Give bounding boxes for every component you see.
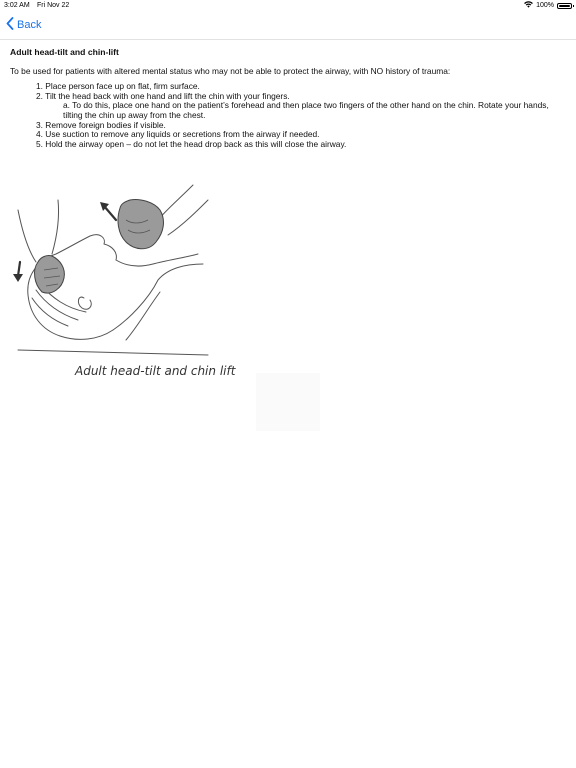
list-item: 2. Tilt the head back with one hand and lift the chin with your fingers. [36,90,290,101]
list-item: 4. Use suction to remove any liquids or secretions from the airway if needed. [36,129,320,140]
article-title: Adult head-tilt and chin-lift [10,47,119,57]
battery-icon [557,3,572,9]
status-date: Fri Nov 22 [37,2,70,9]
navigation-bar [0,12,576,40]
list-item: 5. Hold the airway open – do not let the head drop back as this will close the airway. [36,138,347,149]
article-content [10,48,556,149]
figure-caption: Adult head-tilt and chin lift [75,364,236,378]
battery-percentage: 100% [536,2,554,9]
list-item: 3. Remove foreign bodies if visible. [36,119,166,130]
chevron-left-icon [6,17,17,33]
list-item: 1. Place person face up on flat, firm surface. [36,81,200,92]
status-bar [0,0,576,12]
article-intro: To be used for patients with altered mental status who may not be able to protect the airway, with NO history of trauma: [10,65,451,76]
placeholder-area [256,373,320,431]
back-label: Back [17,19,42,31]
status-time: 3:02 AM [4,2,30,9]
wifi-icon [524,1,533,10]
status-indicators [524,1,572,10]
back-button[interactable] [6,17,41,33]
head-tilt-chin-lift-illustration [8,180,218,380]
steps-list [10,82,556,149]
list-subitem: a. To do this, place one hand on the patient’s forehead and then place two fingers of the other hand on the chin. Rotate your hands, tilting the chin up away from the chest. [63,100,549,120]
